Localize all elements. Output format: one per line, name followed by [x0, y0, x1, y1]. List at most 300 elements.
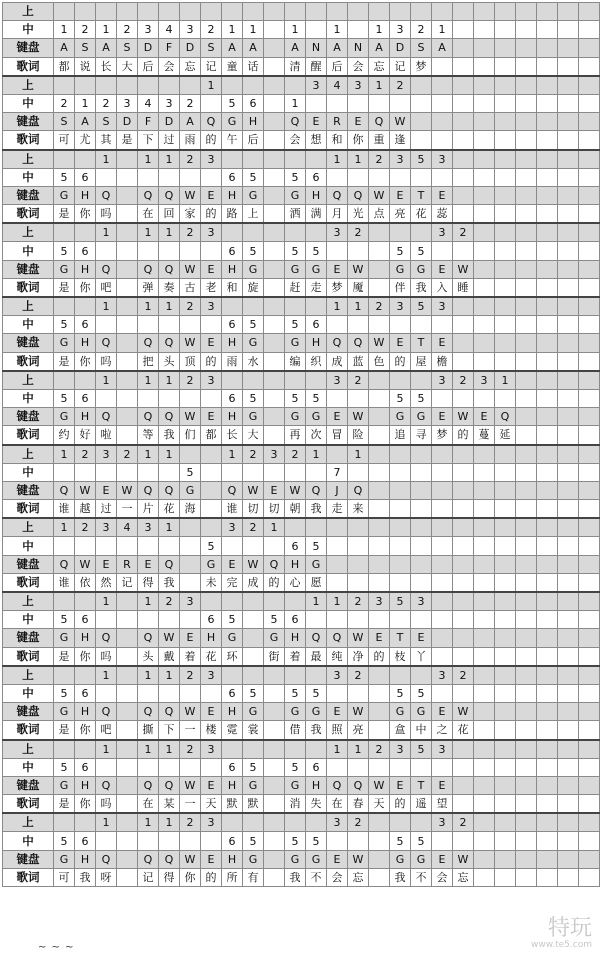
middle-cell	[75, 537, 96, 555]
middle-cell	[495, 684, 516, 702]
upper-cell: 4	[117, 518, 138, 537]
lyric-cell: 某	[159, 795, 180, 814]
keys-cell: Q	[348, 776, 369, 794]
upper-cell: 3	[306, 76, 327, 95]
upper-cell: 3	[222, 518, 243, 537]
lyric-cell	[495, 868, 516, 886]
middle-cell	[579, 168, 600, 186]
upper-cell	[495, 592, 516, 611]
keys-cell: H	[222, 703, 243, 721]
upper-row	[3, 371, 600, 390]
lyric-cell	[579, 57, 600, 76]
lyric-cell	[180, 573, 201, 592]
keys-cell: Q	[327, 776, 348, 794]
upper-cell	[411, 813, 432, 832]
middle-cell	[537, 537, 558, 555]
lyric-cell	[474, 795, 495, 814]
lyric-row	[3, 131, 600, 150]
middle-cell	[264, 316, 285, 334]
upper-cell	[453, 297, 474, 316]
lyric-cell: 可	[54, 131, 75, 150]
middle-cell	[180, 242, 201, 260]
middle-cell	[327, 94, 348, 112]
upper-cell	[411, 3, 432, 21]
upper-cell: 5	[411, 297, 432, 316]
middle-cell: 3	[159, 94, 180, 112]
lyric-cell: 忘	[369, 57, 390, 76]
upper-cell: 1	[96, 371, 117, 390]
lyric-cell: 亮	[390, 205, 411, 224]
upper-cell: 1	[138, 223, 159, 242]
lyric-cell: 我	[159, 573, 180, 592]
upper-row	[3, 445, 600, 464]
lyric-cell: 伴	[390, 278, 411, 297]
keys-cell: E	[432, 334, 453, 352]
lyric-cell	[474, 721, 495, 740]
keys-cell	[180, 555, 201, 573]
upper-cell: 1	[306, 592, 327, 611]
lyric-cell	[474, 131, 495, 150]
middle-cell: 5	[411, 684, 432, 702]
keys-cell: E	[138, 555, 159, 573]
keys-cell	[495, 555, 516, 573]
keys-cell: G	[54, 186, 75, 204]
middle-cell	[117, 758, 138, 776]
middle-cell	[390, 94, 411, 112]
middle-cell	[579, 389, 600, 407]
keys-cell	[117, 703, 138, 721]
keys-cell	[369, 850, 390, 868]
middle-cell: 6	[75, 611, 96, 629]
middle-cell	[474, 463, 495, 481]
lyric-cell: 后	[327, 57, 348, 76]
middle-cell	[411, 168, 432, 186]
keys-cell: Q	[327, 334, 348, 352]
upper-cell: 1	[138, 592, 159, 611]
middle-cell	[432, 758, 453, 776]
middle-cell	[264, 242, 285, 260]
middle-cell: 6	[75, 316, 96, 334]
upper-row	[3, 740, 600, 759]
middle-cell	[432, 611, 453, 629]
upper-cell	[474, 592, 495, 611]
lyric-cell: 花	[201, 647, 222, 666]
keys-cell: E	[432, 776, 453, 794]
lyric-cell: 会	[327, 868, 348, 886]
upper-cell	[264, 3, 285, 21]
upper-label: 上	[3, 223, 54, 242]
lyric-cell: 水	[243, 352, 264, 371]
keys-cell	[243, 629, 264, 647]
lyric-cell: 借	[285, 721, 306, 740]
upper-cell	[537, 371, 558, 390]
lyric-cell: 魇	[348, 278, 369, 297]
keys-cell	[348, 555, 369, 573]
upper-cell	[180, 76, 201, 95]
lyric-cell: 想	[306, 131, 327, 150]
middle-cell: 5	[285, 832, 306, 850]
lyric-cell: 的	[390, 795, 411, 814]
middle-cell	[558, 94, 579, 112]
keys-cell	[516, 776, 537, 794]
keys-cell: A	[369, 39, 390, 57]
upper-cell	[516, 592, 537, 611]
upper-cell: 3	[390, 740, 411, 759]
middle-cell	[369, 94, 390, 112]
upper-cell: 2	[243, 445, 264, 464]
keys-cell: D	[159, 113, 180, 131]
middle-cell	[75, 463, 96, 481]
middle-row	[3, 21, 600, 39]
keys-cell	[537, 776, 558, 794]
keys-cell: A	[54, 39, 75, 57]
lyric-cell: 头	[138, 647, 159, 666]
upper-label: 上	[3, 76, 54, 95]
lyric-cell: 吗	[96, 795, 117, 814]
middle-cell	[453, 832, 474, 850]
middle-cell	[201, 758, 222, 776]
lyric-cell: 朝	[285, 500, 306, 519]
upper-cell	[579, 3, 600, 21]
upper-cell	[306, 3, 327, 21]
lyric-cell: 不	[411, 868, 432, 886]
upper-cell	[117, 297, 138, 316]
upper-cell: 1	[138, 297, 159, 316]
middle-row	[3, 537, 600, 555]
keys-cell: G	[285, 703, 306, 721]
keys-row	[3, 703, 600, 721]
middle-cell	[495, 316, 516, 334]
middle-cell	[516, 611, 537, 629]
middle-cell	[453, 611, 474, 629]
lyric-cell	[495, 647, 516, 666]
lyric-cell: 梦	[411, 57, 432, 76]
lyric-cell: 尤	[75, 131, 96, 150]
middle-cell	[201, 463, 222, 481]
keys-cell	[516, 850, 537, 868]
upper-cell: 1	[138, 150, 159, 169]
keys-cell: G	[222, 113, 243, 131]
middle-cell	[537, 94, 558, 112]
keys-cell: G	[243, 334, 264, 352]
lyric-cell: 色	[369, 352, 390, 371]
keys-cell: Q	[138, 408, 159, 426]
keys-label: 键盘	[3, 113, 54, 131]
keys-row	[3, 39, 600, 57]
upper-cell	[495, 666, 516, 685]
lyric-cell: 天	[369, 795, 390, 814]
keys-cell: G	[411, 850, 432, 868]
middle-cell	[474, 242, 495, 260]
middle-label: 中	[3, 168, 54, 186]
upper-cell: 1	[96, 592, 117, 611]
keys-cell	[432, 629, 453, 647]
lyric-cell: 把	[138, 352, 159, 371]
keys-cell: W	[117, 481, 138, 499]
lyric-cell: 会	[348, 57, 369, 76]
keys-cell	[474, 776, 495, 794]
lyric-cell: 都	[54, 57, 75, 76]
middle-cell	[558, 316, 579, 334]
upper-cell: 1	[159, 740, 180, 759]
keys-cell: W	[348, 629, 369, 647]
lyric-cell: 延	[495, 426, 516, 445]
upper-cell: 2	[159, 592, 180, 611]
middle-cell	[369, 611, 390, 629]
middle-cell	[180, 389, 201, 407]
middle-cell: 6	[306, 316, 327, 334]
upper-cell	[495, 150, 516, 169]
upper-cell	[222, 666, 243, 685]
upper-cell	[222, 592, 243, 611]
keys-cell	[264, 334, 285, 352]
upper-cell	[537, 445, 558, 464]
lyric-cell: 忘	[180, 57, 201, 76]
keys-cell	[579, 39, 600, 57]
keys-cell: W	[180, 260, 201, 278]
middle-cell	[54, 537, 75, 555]
middle-cell	[558, 758, 579, 776]
middle-cell	[579, 537, 600, 555]
middle-cell: 5	[54, 316, 75, 334]
keys-cell: Q	[495, 408, 516, 426]
middle-cell	[537, 611, 558, 629]
lyric-cell: 再	[285, 426, 306, 445]
lyric-cell: 然	[96, 573, 117, 592]
upper-cell	[180, 445, 201, 464]
middle-cell	[306, 463, 327, 481]
keys-cell	[474, 39, 495, 57]
upper-label: 上	[3, 371, 54, 390]
middle-cell	[285, 463, 306, 481]
lyric-cell: 过	[159, 131, 180, 150]
keys-cell: Q	[138, 334, 159, 352]
lyric-cell: 成	[243, 573, 264, 592]
upper-cell: 1	[96, 223, 117, 242]
upper-cell	[537, 150, 558, 169]
keys-cell: Q	[306, 481, 327, 499]
keys-cell	[558, 334, 579, 352]
keys-cell	[474, 555, 495, 573]
upper-cell: 3	[96, 445, 117, 464]
upper-label: 上	[3, 297, 54, 316]
upper-cell: 2	[180, 813, 201, 832]
middle-cell	[516, 832, 537, 850]
keys-cell	[474, 113, 495, 131]
keys-cell	[495, 39, 516, 57]
middle-cell: 1	[96, 21, 117, 39]
keys-cell	[453, 39, 474, 57]
upper-cell	[117, 3, 138, 21]
upper-cell	[306, 150, 327, 169]
keys-row	[3, 629, 600, 647]
middle-cell	[474, 316, 495, 334]
lyric-cell	[579, 868, 600, 886]
keys-cell: Q	[159, 186, 180, 204]
middle-cell	[159, 832, 180, 850]
keys-cell: S	[411, 39, 432, 57]
lyric-cell	[516, 647, 537, 666]
lyric-cell: 重	[369, 131, 390, 150]
lyric-cell: 得	[159, 868, 180, 886]
keys-cell	[558, 555, 579, 573]
middle-cell	[432, 168, 453, 186]
middle-cell	[516, 684, 537, 702]
keys-cell	[516, 703, 537, 721]
middle-cell: 5	[180, 463, 201, 481]
upper-row	[3, 3, 600, 21]
middle-cell	[243, 463, 264, 481]
lyric-cell: 次	[306, 426, 327, 445]
upper-cell	[537, 813, 558, 832]
keys-cell: E	[390, 186, 411, 204]
lyric-cell: 未	[201, 573, 222, 592]
upper-cell	[579, 445, 600, 464]
lyric-cell: 走	[306, 278, 327, 297]
lyric-cell	[369, 868, 390, 886]
middle-cell	[453, 389, 474, 407]
lyric-label: 歌词	[3, 352, 54, 371]
keys-cell	[495, 260, 516, 278]
middle-cell: 5	[243, 168, 264, 186]
upper-cell	[411, 76, 432, 95]
middle-cell	[432, 537, 453, 555]
lyric-cell: 后	[243, 131, 264, 150]
keys-cell: Q	[96, 186, 117, 204]
upper-cell	[264, 76, 285, 95]
upper-cell	[54, 223, 75, 242]
upper-cell: 1	[348, 740, 369, 759]
keys-cell: G	[285, 850, 306, 868]
keys-cell: S	[54, 113, 75, 131]
lyric-cell	[243, 647, 264, 666]
lyric-cell: 满	[306, 205, 327, 224]
upper-cell: 3	[432, 371, 453, 390]
lyric-cell: 后	[138, 57, 159, 76]
keys-cell: G	[285, 186, 306, 204]
middle-cell	[558, 832, 579, 850]
keys-cell: G	[306, 703, 327, 721]
keys-cell: A	[96, 39, 117, 57]
upper-cell: 3	[348, 76, 369, 95]
upper-cell	[54, 592, 75, 611]
middle-cell	[369, 463, 390, 481]
keys-cell: W	[180, 334, 201, 352]
keys-cell: H	[75, 703, 96, 721]
upper-cell	[285, 813, 306, 832]
keys-cell	[537, 113, 558, 131]
middle-cell: 1	[285, 21, 306, 39]
upper-cell	[516, 371, 537, 390]
upper-cell	[348, 518, 369, 537]
lyric-cell: 是	[54, 352, 75, 371]
upper-cell	[453, 592, 474, 611]
middle-cell	[327, 684, 348, 702]
upper-cell	[117, 740, 138, 759]
upper-cell	[222, 223, 243, 242]
upper-cell	[558, 813, 579, 832]
lyric-cell	[117, 721, 138, 740]
middle-cell	[264, 684, 285, 702]
middle-cell	[96, 463, 117, 481]
keys-cell: J	[327, 481, 348, 499]
keys-cell: Q	[138, 260, 159, 278]
lyric-cell: 你	[348, 131, 369, 150]
keys-cell	[453, 555, 474, 573]
keys-cell: W	[453, 703, 474, 721]
score-table	[2, 2, 600, 887]
middle-cell	[264, 168, 285, 186]
keys-cell	[516, 629, 537, 647]
upper-cell	[75, 223, 96, 242]
keys-cell: F	[159, 39, 180, 57]
middle-cell	[222, 537, 243, 555]
upper-cell: 1	[138, 371, 159, 390]
upper-cell	[558, 3, 579, 21]
lyric-cell: 亮	[348, 721, 369, 740]
middle-cell	[432, 316, 453, 334]
keys-cell	[558, 186, 579, 204]
keys-cell: D	[390, 39, 411, 57]
lyric-cell: 我	[306, 721, 327, 740]
middle-cell	[138, 463, 159, 481]
keys-cell: G	[180, 481, 201, 499]
upper-cell: 1	[264, 518, 285, 537]
upper-cell	[579, 740, 600, 759]
upper-cell: 2	[348, 813, 369, 832]
keys-cell: G	[243, 260, 264, 278]
middle-cell	[474, 684, 495, 702]
upper-cell	[243, 223, 264, 242]
upper-cell	[243, 813, 264, 832]
middle-cell	[579, 758, 600, 776]
upper-cell	[432, 3, 453, 21]
upper-cell: 5	[411, 740, 432, 759]
middle-cell	[474, 168, 495, 186]
middle-cell	[558, 684, 579, 702]
lyric-cell	[495, 205, 516, 224]
upper-cell: 2	[390, 76, 411, 95]
lyric-cell	[117, 205, 138, 224]
middle-cell: 5	[411, 242, 432, 260]
keys-row	[3, 260, 600, 278]
middle-cell: 5	[411, 389, 432, 407]
middle-label: 中	[3, 758, 54, 776]
keys-cell	[495, 629, 516, 647]
upper-cell: 2	[348, 223, 369, 242]
middle-cell	[327, 537, 348, 555]
middle-cell	[96, 758, 117, 776]
middle-label: 中	[3, 611, 54, 629]
keys-cell	[264, 703, 285, 721]
lyric-cell	[453, 647, 474, 666]
upper-cell	[54, 371, 75, 390]
keys-cell: G	[390, 703, 411, 721]
middle-label: 中	[3, 316, 54, 334]
lyric-cell	[537, 721, 558, 740]
keys-label: 键盘	[3, 39, 54, 57]
keys-cell: G	[243, 776, 264, 794]
keys-cell: E	[369, 629, 390, 647]
keys-label: 键盘	[3, 186, 54, 204]
middle-cell	[201, 832, 222, 850]
lyric-cell: 长	[96, 57, 117, 76]
lyric-cell	[537, 647, 558, 666]
keys-cell	[201, 481, 222, 499]
lyric-cell	[495, 57, 516, 76]
lyric-cell	[516, 426, 537, 445]
lyric-label: 歌词	[3, 573, 54, 592]
